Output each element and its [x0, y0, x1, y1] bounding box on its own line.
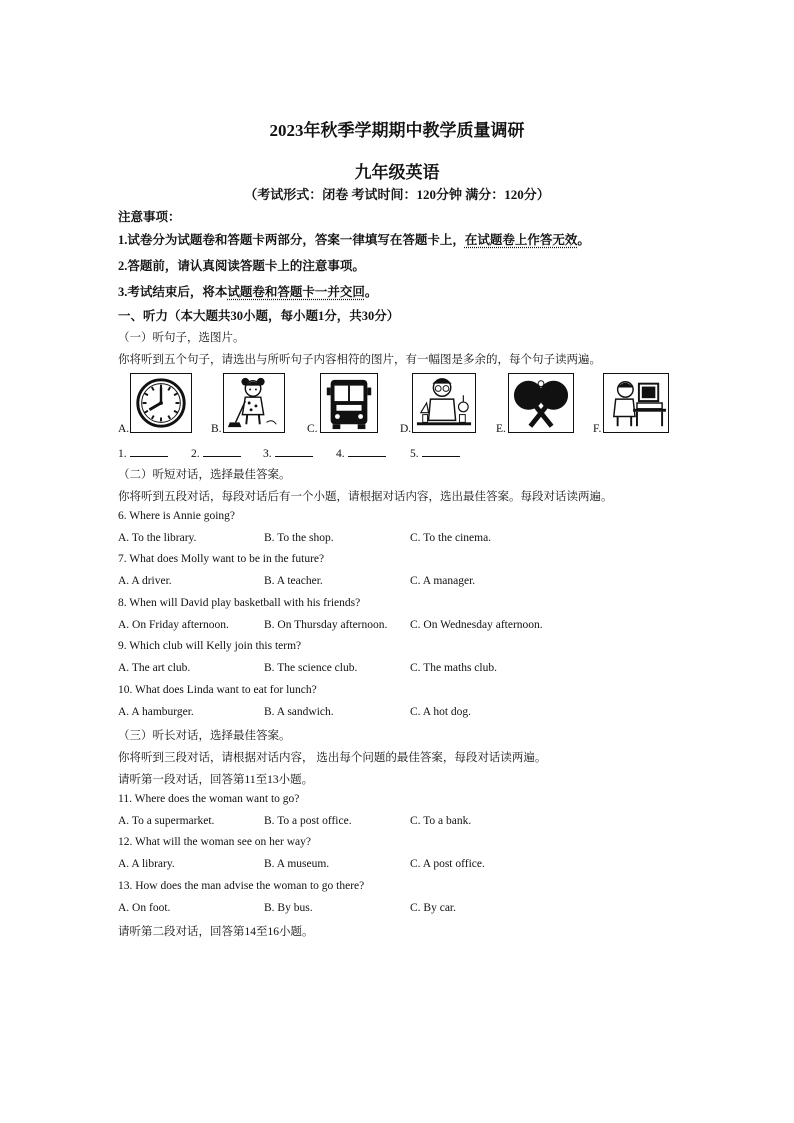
picture-label-b: B. [211, 423, 222, 435]
picture-label-e: E. [496, 423, 506, 435]
exam-info: （考试形式：闭卷 考试时间：120分钟 满分：120分） [244, 187, 550, 202]
part-2-heading: （二）听短对话，选择最佳答案。 [118, 469, 291, 481]
note-item-1 [118, 230, 590, 248]
picture-label-d: D. [400, 423, 412, 435]
q12-option-c[interactable]: C. A post office. [410, 858, 485, 870]
answer-blank-4[interactable] [336, 446, 386, 460]
answer-blank-number: 3. [263, 448, 272, 460]
notes-heading: 注意事项： [118, 210, 181, 224]
question-9: 9. Which club will Kelly join this term? [118, 640, 302, 652]
answer-blank-number: 2. [191, 448, 200, 460]
question-6: 6. Where is Annie going? [118, 510, 235, 522]
note-item-1-text: 1.试卷分为试题卷和答题卡两部分，答案一律填写在答题卡上， [118, 233, 465, 247]
dialog-2-instructions: 请听第二段对话，回答第14至16小题。 [118, 926, 314, 938]
answer-blank-2[interactable] [191, 446, 241, 460]
girl-sweeping-icon [223, 373, 285, 433]
question-7: 7. What does Molly want to be in the future? [118, 553, 325, 565]
q11-option-c[interactable]: C. To a bank. [410, 815, 472, 827]
section-1-heading: 一、听力（本大题共30小题，每小题1分，共30分） [118, 309, 400, 323]
answer-blank-number: 5. [410, 448, 419, 460]
q7-option-c[interactable]: C. A manager. [410, 575, 476, 587]
q7-option-b[interactable]: B. A teacher. [264, 575, 323, 587]
q9-option-a[interactable]: A. The art club. [118, 662, 191, 674]
q10-option-c[interactable]: C. A hot dog. [410, 706, 472, 718]
computer-user-icon [603, 373, 669, 433]
answer-blank-number: 4. [336, 448, 345, 460]
q8-option-c[interactable]: C. On Wednesday afternoon. [410, 619, 543, 631]
exam-subject: 九年级英语 [354, 163, 440, 182]
note-item-2: 2.答题前，请认真阅读答题卡上的注意事项。 [118, 259, 365, 273]
q12-option-a[interactable]: A. A library. [118, 858, 175, 870]
q13-option-a[interactable]: A. On foot. [118, 902, 171, 914]
note-item-1-emphasis: 在试题卷上作答无效 [464, 233, 578, 247]
note-item-3-text: 3.考试结束后，将本 [118, 285, 228, 299]
q9-option-c[interactable]: C. The maths club. [410, 662, 497, 674]
q6-option-a[interactable]: A. To the library. [118, 532, 197, 544]
question-10: 10. What does Linda want to eat for lunch? [118, 684, 317, 696]
q6-option-c[interactable]: C. To the cinema. [410, 532, 492, 544]
note-item-3-emphasis: 试题卷和答题卡一并交回 [227, 285, 365, 299]
q10-option-a[interactable]: A. A hamburger. [118, 706, 194, 718]
q13-option-b[interactable]: B. By bus. [264, 902, 313, 914]
q10-option-b[interactable]: B. A sandwich. [264, 706, 334, 718]
q12-option-b[interactable]: B. A museum. [264, 858, 330, 870]
question-11: 11. Where does the woman want to go? [118, 793, 300, 805]
picture-label-c: C. [307, 423, 318, 435]
part-3-instructions: 你将听到三段对话，请根据对话内容， 选出每个问题的最佳答案，每段对话读两遍。 [118, 752, 547, 764]
ping-pong-icon [508, 373, 574, 433]
part-2-instructions: 你将听到五段对话，每段对话后有一个小题，请根据对话内容，选出最佳答案。每段对话读两遍。 [118, 491, 613, 503]
picture-label-a: A. [118, 423, 130, 435]
part-3-heading: （三）听长对话，选择最佳答案。 [118, 730, 291, 742]
note-item-3 [118, 282, 377, 300]
q6-option-b[interactable]: B. To the shop. [264, 532, 334, 544]
question-8: 8. When will David play basketball with his friends? [118, 597, 361, 609]
q7-option-a[interactable]: A. A driver. [118, 575, 172, 587]
q9-option-b[interactable]: B. The science club. [264, 662, 358, 674]
scientist-icon [412, 373, 476, 433]
q11-option-b[interactable]: B. To a post office. [264, 815, 352, 827]
part-1-instructions: 你将听到五个句子，请选出与所听句子内容相符的图片，有一幅图是多余的，每个句子读两遍。 [118, 354, 601, 366]
note-item-1-end: 。 [577, 233, 590, 247]
part-1-heading: （一）听句子，选图片。 [118, 332, 245, 344]
answer-blank-5[interactable] [410, 446, 460, 460]
clock-icon [130, 373, 192, 433]
bus-icon [320, 373, 378, 433]
q8-option-b[interactable]: B. On Thursday afternoon. [264, 619, 388, 631]
dialog-1-instructions: 请听第一段对话，回答第11至13小题。 [118, 774, 314, 786]
picture-label-f: F. [593, 423, 602, 435]
answer-blank-1[interactable] [118, 446, 168, 460]
q11-option-a[interactable]: A. To a supermarket. [118, 815, 215, 827]
q8-option-a[interactable]: A. On Friday afternoon. [118, 619, 229, 631]
question-13: 13. How does the man advise the woman to go there? [118, 880, 365, 892]
exam-title: 2023年秋季学期期中教学质量调研 [269, 121, 525, 140]
question-12: 12. What will the woman see on her way? [118, 836, 311, 848]
answer-blank-3[interactable] [263, 446, 313, 460]
note-item-3-end: 。 [364, 285, 378, 299]
answer-blank-number: 1. [118, 448, 127, 460]
q13-option-c[interactable]: C. By car. [410, 902, 456, 914]
